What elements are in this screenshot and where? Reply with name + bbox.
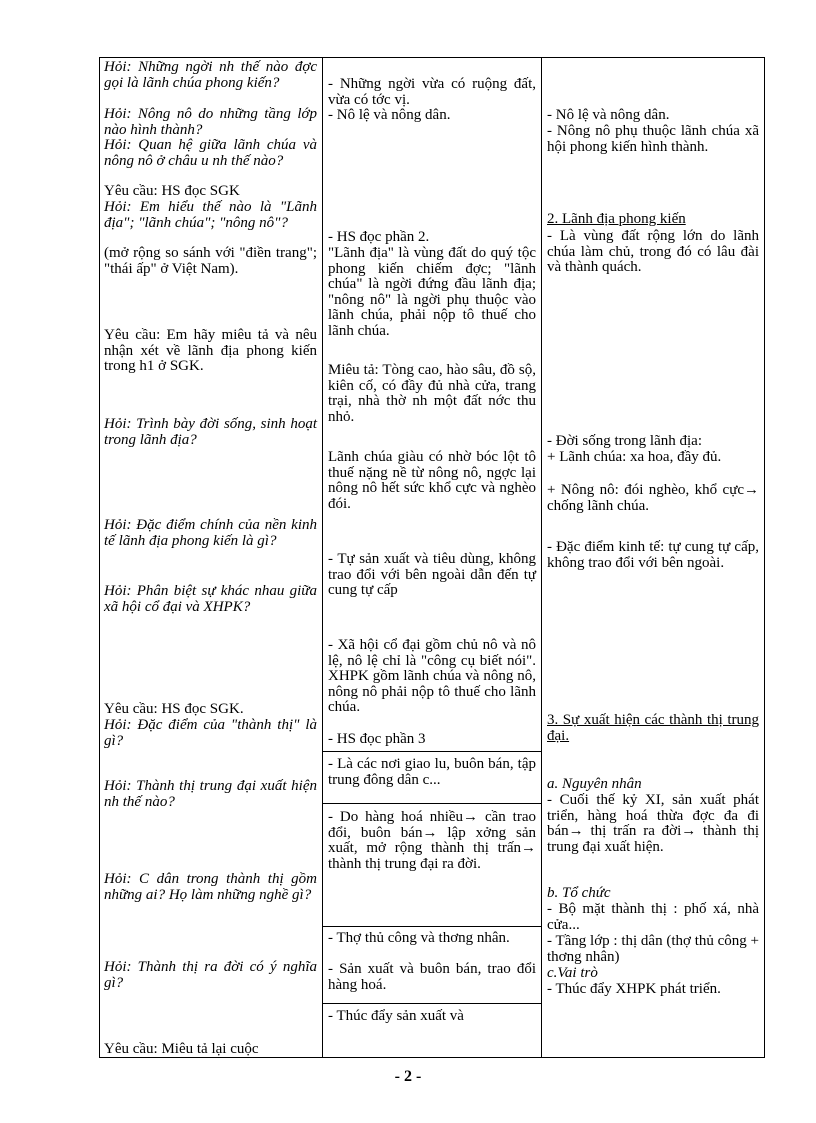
teacher-questions-column	[100, 58, 322, 1057]
answer-text: - Sản xuất và buôn bán, trao đổi hàng hoá.	[328, 961, 536, 993]
student-activity-column	[322, 58, 541, 1057]
question-text: Hỏi: C dân trong thành thị gồm những ai? Họ làm những nghề gì?	[104, 871, 317, 903]
note-text: - Tầng lớp : thị dân (thợ thủ công + thơng nhân)	[547, 933, 759, 965]
request-text: Yêu cầu: Em hãy miêu tả và nêu nhận xét về lãnh địa phong kiến trong h1 ở SGK.	[104, 327, 317, 374]
note-text: - Bộ mặt thành thị : phố xá, nhà cửa...	[547, 901, 759, 933]
page-number: - 2 -	[394, 1068, 422, 1085]
note-text: - Nô lệ và nông dân.	[547, 107, 670, 123]
divider	[323, 1003, 541, 1004]
note-text: - Thúc đẩy XHPK phát triển.	[547, 981, 721, 997]
question-text: Hỏi: Đặc điểm chính của nền kinh tế lãnh địa phong kiến là gì?	[104, 517, 317, 549]
lesson-table	[99, 57, 765, 1058]
note-text: - Nông nô phụ thuộc lãnh chúa xã hội phong kiến hình thành.	[547, 123, 759, 155]
question-text: Hỏi: Quan hệ giữa lãnh chúa và nông nô ở châu u nh thế nào?	[104, 137, 317, 169]
note-text: + Nông nô: đói nghèo, khổ cực→ chống lãnh chúa.	[547, 482, 759, 514]
subheading: c.Vai trò	[547, 965, 598, 981]
question-text: Hỏi: Em hiểu thế nào là "Lãnh địa"; "lãnh chúa"; "nông nô"?	[104, 199, 317, 231]
subheading: a. Nguyên nhân	[547, 776, 642, 792]
note-text: - Cuối thế kỷ XI, sản xuất phát triển, hàng hoá thừa đợc đa đi bán→ thị trấn ra đời→ thành thị trung đại xuất hiện.	[547, 792, 759, 855]
question-text: Hỏi: Thành thị ra đời có ý nghĩa gì?	[104, 959, 317, 991]
answer-text: - Thợ thủ công và thơng nhân.	[328, 930, 510, 946]
answer-text: Lãnh chúa giàu có nhờ bóc lột tô thuế nặng nề từ nông nô, ngợc lại nông nô hết sức khổ cực và nghèo đói.	[328, 449, 536, 512]
question-text: Hỏi: Đặc điểm của "thành thị" là gì?	[104, 717, 317, 749]
answer-text: - Thúc đẩy sản xuất và	[328, 1008, 464, 1024]
question-text: Hỏi: Thành thị trung đại xuất hiện nh thế nào?	[104, 778, 317, 810]
notes-column	[541, 58, 764, 1057]
request-text: Yêu cầu: HS đọc SGK	[104, 183, 240, 199]
answer-text: "Lãnh địa" là vùng đất do quý tộc phong kiến chiếm đợc; "lãnh chúa" là ngời đứng đầu lãnh địa; "nông nô" là ngời phụ thuộc vào lãnh chúa, phải nộp tô thuế cho lãnh chúa.	[328, 245, 536, 339]
subheading: b. Tổ chức	[547, 885, 611, 901]
section-heading: 3. Sự xuất hiện các thành thị trung đại.	[547, 712, 759, 744]
answer-text: - Những ngời vừa có ruộng đất, vừa có tớc vị.	[328, 76, 536, 108]
answer-text: - Xã hội cổ đại gồm chủ nô và nô lệ, nô lệ chỉ là "công cụ biết nói". XHPK gồm lãnh chúa và nông nô, nông nô phải nộp tô thuế cho lãnh chúa.	[328, 637, 536, 715]
answer-text: - Do hàng hoá nhiều→ cần trao đổi, buôn bán→ lập xởng sản xuất, mở rộng thành thị trấn→ thành thị trung đại ra đời.	[328, 809, 536, 872]
request-text: Yêu cầu: HS đọc SGK.	[104, 701, 244, 717]
note-text: - Đời sống trong lãnh địa:	[547, 433, 702, 449]
divider	[323, 803, 541, 804]
answer-text: - Tự sản xuất và tiêu dùng, không trao đổi với bên ngoài dẫn đến tự cung tự cấp	[328, 551, 536, 598]
section-heading: 2. Lãnh địa phong kiến	[547, 211, 686, 227]
answer-text: - HS đọc phần 2.	[328, 229, 430, 245]
note-text: - Là vùng đất rộng lớn do lãnh chúa làm chủ, trong đó có lâu đài và thành quách.	[547, 228, 759, 275]
answer-text: - HS đọc phần 3	[328, 731, 426, 747]
note-text: + Lãnh chúa: xa hoa, đầy đủ.	[547, 449, 722, 465]
question-text: Hỏi: Phân biệt sự khác nhau giữa xã hội cổ đại và XHPK?	[104, 583, 317, 615]
answer-text: - Nô lệ và nông dân.	[328, 107, 451, 123]
divider	[323, 751, 541, 752]
note-text: (mở rộng so sánh với "điền trang"; "thái ấp" ở Việt Nam).	[104, 245, 317, 277]
answer-text: Miêu tả: Tòng cao, hào sâu, đồ sộ, kiên cố, có đầy đủ nhà cửa, trang trại, nhà thờ nh một đất nớc thu nhỏ.	[328, 362, 536, 425]
question-text: Hỏi: Trình bày đời sống, sinh hoạt trong lãnh địa?	[104, 416, 317, 448]
request-text: Yêu cầu: Miêu tả lại cuộc	[104, 1041, 259, 1057]
question-text: Hỏi: Những ngời nh thế nào đợc gọi là lãnh chúa phong kiến?	[104, 59, 317, 91]
note-text: - Đặc điểm kinh tế: tự cung tự cấp, không trao đổi với bên ngoài.	[547, 539, 759, 571]
answer-text: - Là các nơi giao lu, buôn bán, tập trung đông dân c...	[328, 756, 536, 788]
divider	[323, 926, 541, 927]
question-text: Hỏi: Nông nô do những tầng lớp nào hình thành?	[104, 106, 317, 138]
